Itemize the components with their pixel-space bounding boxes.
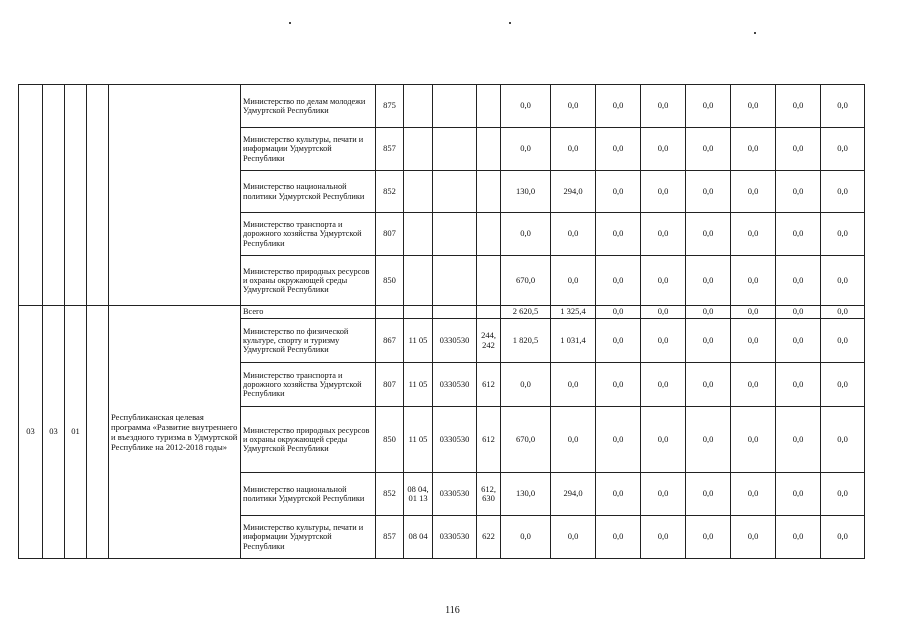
value-cell: 0,0 <box>641 256 686 306</box>
total-value: 2 620,5 <box>501 306 551 319</box>
value-cell: 0,0 <box>596 516 641 559</box>
value-cell: 0,0 <box>731 171 776 213</box>
program-m-code <box>87 306 109 559</box>
grbs-code: 807 <box>376 363 404 407</box>
value-cell: 1 031,4 <box>551 319 596 363</box>
value-cell: 0,0 <box>821 363 865 407</box>
value-cell: 294,0 <box>551 171 596 213</box>
value-cell: 0,0 <box>776 128 821 171</box>
expense-type <box>477 213 501 256</box>
ministry-name: Министерство по физической культуре, спорту и туризму Удмуртской Республики <box>241 319 376 363</box>
target-code <box>433 256 477 306</box>
grbs-code: 875 <box>376 85 404 128</box>
target-code <box>433 213 477 256</box>
value-cell: 0,0 <box>641 319 686 363</box>
value-cell: 1 820,5 <box>501 319 551 363</box>
value-cell: 0,0 <box>596 363 641 407</box>
section-code: 08 04, 01 13 <box>404 473 433 516</box>
cell-m <box>87 85 109 306</box>
target-code: 0330530 <box>433 407 477 473</box>
ministry-name: Министерство транспорта и дорожного хозяйства Удмуртской Республики <box>241 363 376 407</box>
ministry-name: Министерство национальной политики Удмуртской Республики <box>241 171 376 213</box>
section-code <box>404 256 433 306</box>
grbs-code: 850 <box>376 407 404 473</box>
value-cell: 0,0 <box>501 516 551 559</box>
value-cell: 0,0 <box>821 407 865 473</box>
value-cell: 0,0 <box>501 85 551 128</box>
value-cell: 0,0 <box>821 85 865 128</box>
ministry-name: Министерство транспорта и дорожного хозяйства Удмуртской Республики <box>241 213 376 256</box>
value-cell: 0,0 <box>821 213 865 256</box>
value-cell: 0,0 <box>551 256 596 306</box>
expense-type: 244, 242 <box>477 319 501 363</box>
grbs-code: 850 <box>376 256 404 306</box>
table-row <box>19 85 865 128</box>
total-value: 0,0 <box>776 306 821 319</box>
value-cell: 0,0 <box>776 407 821 473</box>
value-cell: 0,0 <box>731 473 776 516</box>
value-cell: 0,0 <box>686 516 731 559</box>
value-cell: 0,0 <box>641 516 686 559</box>
value-cell: 0,0 <box>686 319 731 363</box>
value-cell: 0,0 <box>596 171 641 213</box>
cell-program-name <box>109 85 241 306</box>
value-cell: 0,0 <box>731 407 776 473</box>
expense-type <box>477 256 501 306</box>
value-cell: 0,0 <box>641 363 686 407</box>
section-code <box>404 306 433 319</box>
budget-table <box>18 84 865 559</box>
cell-gp <box>19 85 43 306</box>
value-cell: 670,0 <box>501 407 551 473</box>
program-pp-code: 03 <box>43 306 65 559</box>
value-cell: 0,0 <box>501 363 551 407</box>
cell-om <box>65 85 87 306</box>
section-code <box>404 171 433 213</box>
value-cell: 0,0 <box>551 213 596 256</box>
expense-type <box>477 85 501 128</box>
grbs-code: 857 <box>376 128 404 171</box>
grbs-code: 852 <box>376 171 404 213</box>
value-cell: 0,0 <box>821 319 865 363</box>
ministry-name: Министерство культуры, печати и информации Удмуртской Республики <box>241 128 376 171</box>
value-cell: 0,0 <box>596 473 641 516</box>
value-cell: 294,0 <box>551 473 596 516</box>
section-code: 11 05 <box>404 319 433 363</box>
target-code <box>433 128 477 171</box>
table-body <box>19 85 865 559</box>
value-cell: 0,0 <box>551 128 596 171</box>
expense-type: 612 <box>477 407 501 473</box>
expense-type: 612 <box>477 363 501 407</box>
value-cell: 670,0 <box>501 256 551 306</box>
section-code <box>404 213 433 256</box>
target-code <box>433 306 477 319</box>
scan-speck <box>289 22 291 24</box>
ministry-name: Министерство культуры, печати и информации Удмуртской Республики <box>241 516 376 559</box>
target-code: 0330530 <box>433 473 477 516</box>
total-label: Всего <box>241 306 376 319</box>
section-code: 08 04 <box>404 516 433 559</box>
value-cell: 0,0 <box>596 85 641 128</box>
grbs-code: 852 <box>376 473 404 516</box>
value-cell: 0,0 <box>776 516 821 559</box>
value-cell: 0,0 <box>821 256 865 306</box>
value-cell: 0,0 <box>731 213 776 256</box>
value-cell: 0,0 <box>731 363 776 407</box>
value-cell: 0,0 <box>596 407 641 473</box>
scan-speck <box>754 32 756 34</box>
value-cell: 0,0 <box>821 516 865 559</box>
value-cell: 0,0 <box>641 473 686 516</box>
cell-pp <box>43 85 65 306</box>
value-cell: 130,0 <box>501 473 551 516</box>
value-cell: 0,0 <box>551 516 596 559</box>
value-cell: 0,0 <box>686 128 731 171</box>
value-cell: 0,0 <box>776 363 821 407</box>
value-cell: 0,0 <box>776 319 821 363</box>
expense-type <box>477 171 501 213</box>
value-cell: 0,0 <box>776 473 821 516</box>
value-cell: 0,0 <box>596 319 641 363</box>
value-cell: 0,0 <box>776 213 821 256</box>
value-cell: 0,0 <box>596 256 641 306</box>
value-cell: 0,0 <box>821 128 865 171</box>
expense-type: 622 <box>477 516 501 559</box>
value-cell: 0,0 <box>731 128 776 171</box>
value-cell: 0,0 <box>551 407 596 473</box>
value-cell: 0,0 <box>641 128 686 171</box>
value-cell: 130,0 <box>501 171 551 213</box>
value-cell: 0,0 <box>731 85 776 128</box>
ministry-name: Министерство природных ресурсов и охраны окружающей среды Удмуртской Республики <box>241 256 376 306</box>
value-cell: 0,0 <box>731 516 776 559</box>
value-cell: 0,0 <box>641 213 686 256</box>
target-code: 0330530 <box>433 363 477 407</box>
section-code: 11 05 <box>404 363 433 407</box>
value-cell: 0,0 <box>686 407 731 473</box>
value-cell: 0,0 <box>686 473 731 516</box>
total-value: 1 325,4 <box>551 306 596 319</box>
program-om-code: 01 <box>65 306 87 559</box>
value-cell: 0,0 <box>501 128 551 171</box>
grbs-code: 807 <box>376 213 404 256</box>
scan-speck <box>509 22 511 24</box>
value-cell: 0,0 <box>641 407 686 473</box>
value-cell: 0,0 <box>731 319 776 363</box>
section-code <box>404 85 433 128</box>
ministry-name: Министерство по делам молодежи Удмуртской Республики <box>241 85 376 128</box>
total-value: 0,0 <box>596 306 641 319</box>
target-code <box>433 171 477 213</box>
value-cell: 0,0 <box>731 256 776 306</box>
value-cell: 0,0 <box>821 473 865 516</box>
total-value: 0,0 <box>821 306 865 319</box>
value-cell: 0,0 <box>776 256 821 306</box>
value-cell: 0,0 <box>686 363 731 407</box>
total-value: 0,0 <box>641 306 686 319</box>
value-cell: 0,0 <box>686 85 731 128</box>
value-cell: 0,0 <box>596 128 641 171</box>
grbs-code <box>376 306 404 319</box>
value-cell: 0,0 <box>501 213 551 256</box>
value-cell: 0,0 <box>776 85 821 128</box>
grbs-code: 867 <box>376 319 404 363</box>
program-name: Республиканская целевая программа «Развитие внутреннего и въездного туризма в Удмуртской Республике на 2012-2018 годы» <box>109 306 241 559</box>
ministry-name: Министерство национальной политики Удмуртской Республики <box>241 473 376 516</box>
value-cell: 0,0 <box>686 256 731 306</box>
total-row <box>19 306 865 319</box>
grbs-code: 857 <box>376 516 404 559</box>
total-value: 0,0 <box>731 306 776 319</box>
value-cell: 0,0 <box>821 171 865 213</box>
section-code: 11 05 <box>404 407 433 473</box>
target-code: 0330530 <box>433 319 477 363</box>
section-code <box>404 128 433 171</box>
total-value: 0,0 <box>686 306 731 319</box>
program-gp-code: 03 <box>19 306 43 559</box>
value-cell: 0,0 <box>776 171 821 213</box>
page-number: 116 <box>445 605 460 616</box>
value-cell: 0,0 <box>641 171 686 213</box>
target-code: 0330530 <box>433 516 477 559</box>
value-cell: 0,0 <box>596 213 641 256</box>
expense-type: 612, 630 <box>477 473 501 516</box>
value-cell: 0,0 <box>686 213 731 256</box>
target-code <box>433 85 477 128</box>
expense-type <box>477 306 501 319</box>
value-cell: 0,0 <box>551 85 596 128</box>
value-cell: 0,0 <box>551 363 596 407</box>
expense-type <box>477 128 501 171</box>
value-cell: 0,0 <box>641 85 686 128</box>
value-cell: 0,0 <box>686 171 731 213</box>
ministry-name: Министерство природных ресурсов и охраны окружающей среды Удмуртской Республики <box>241 407 376 473</box>
